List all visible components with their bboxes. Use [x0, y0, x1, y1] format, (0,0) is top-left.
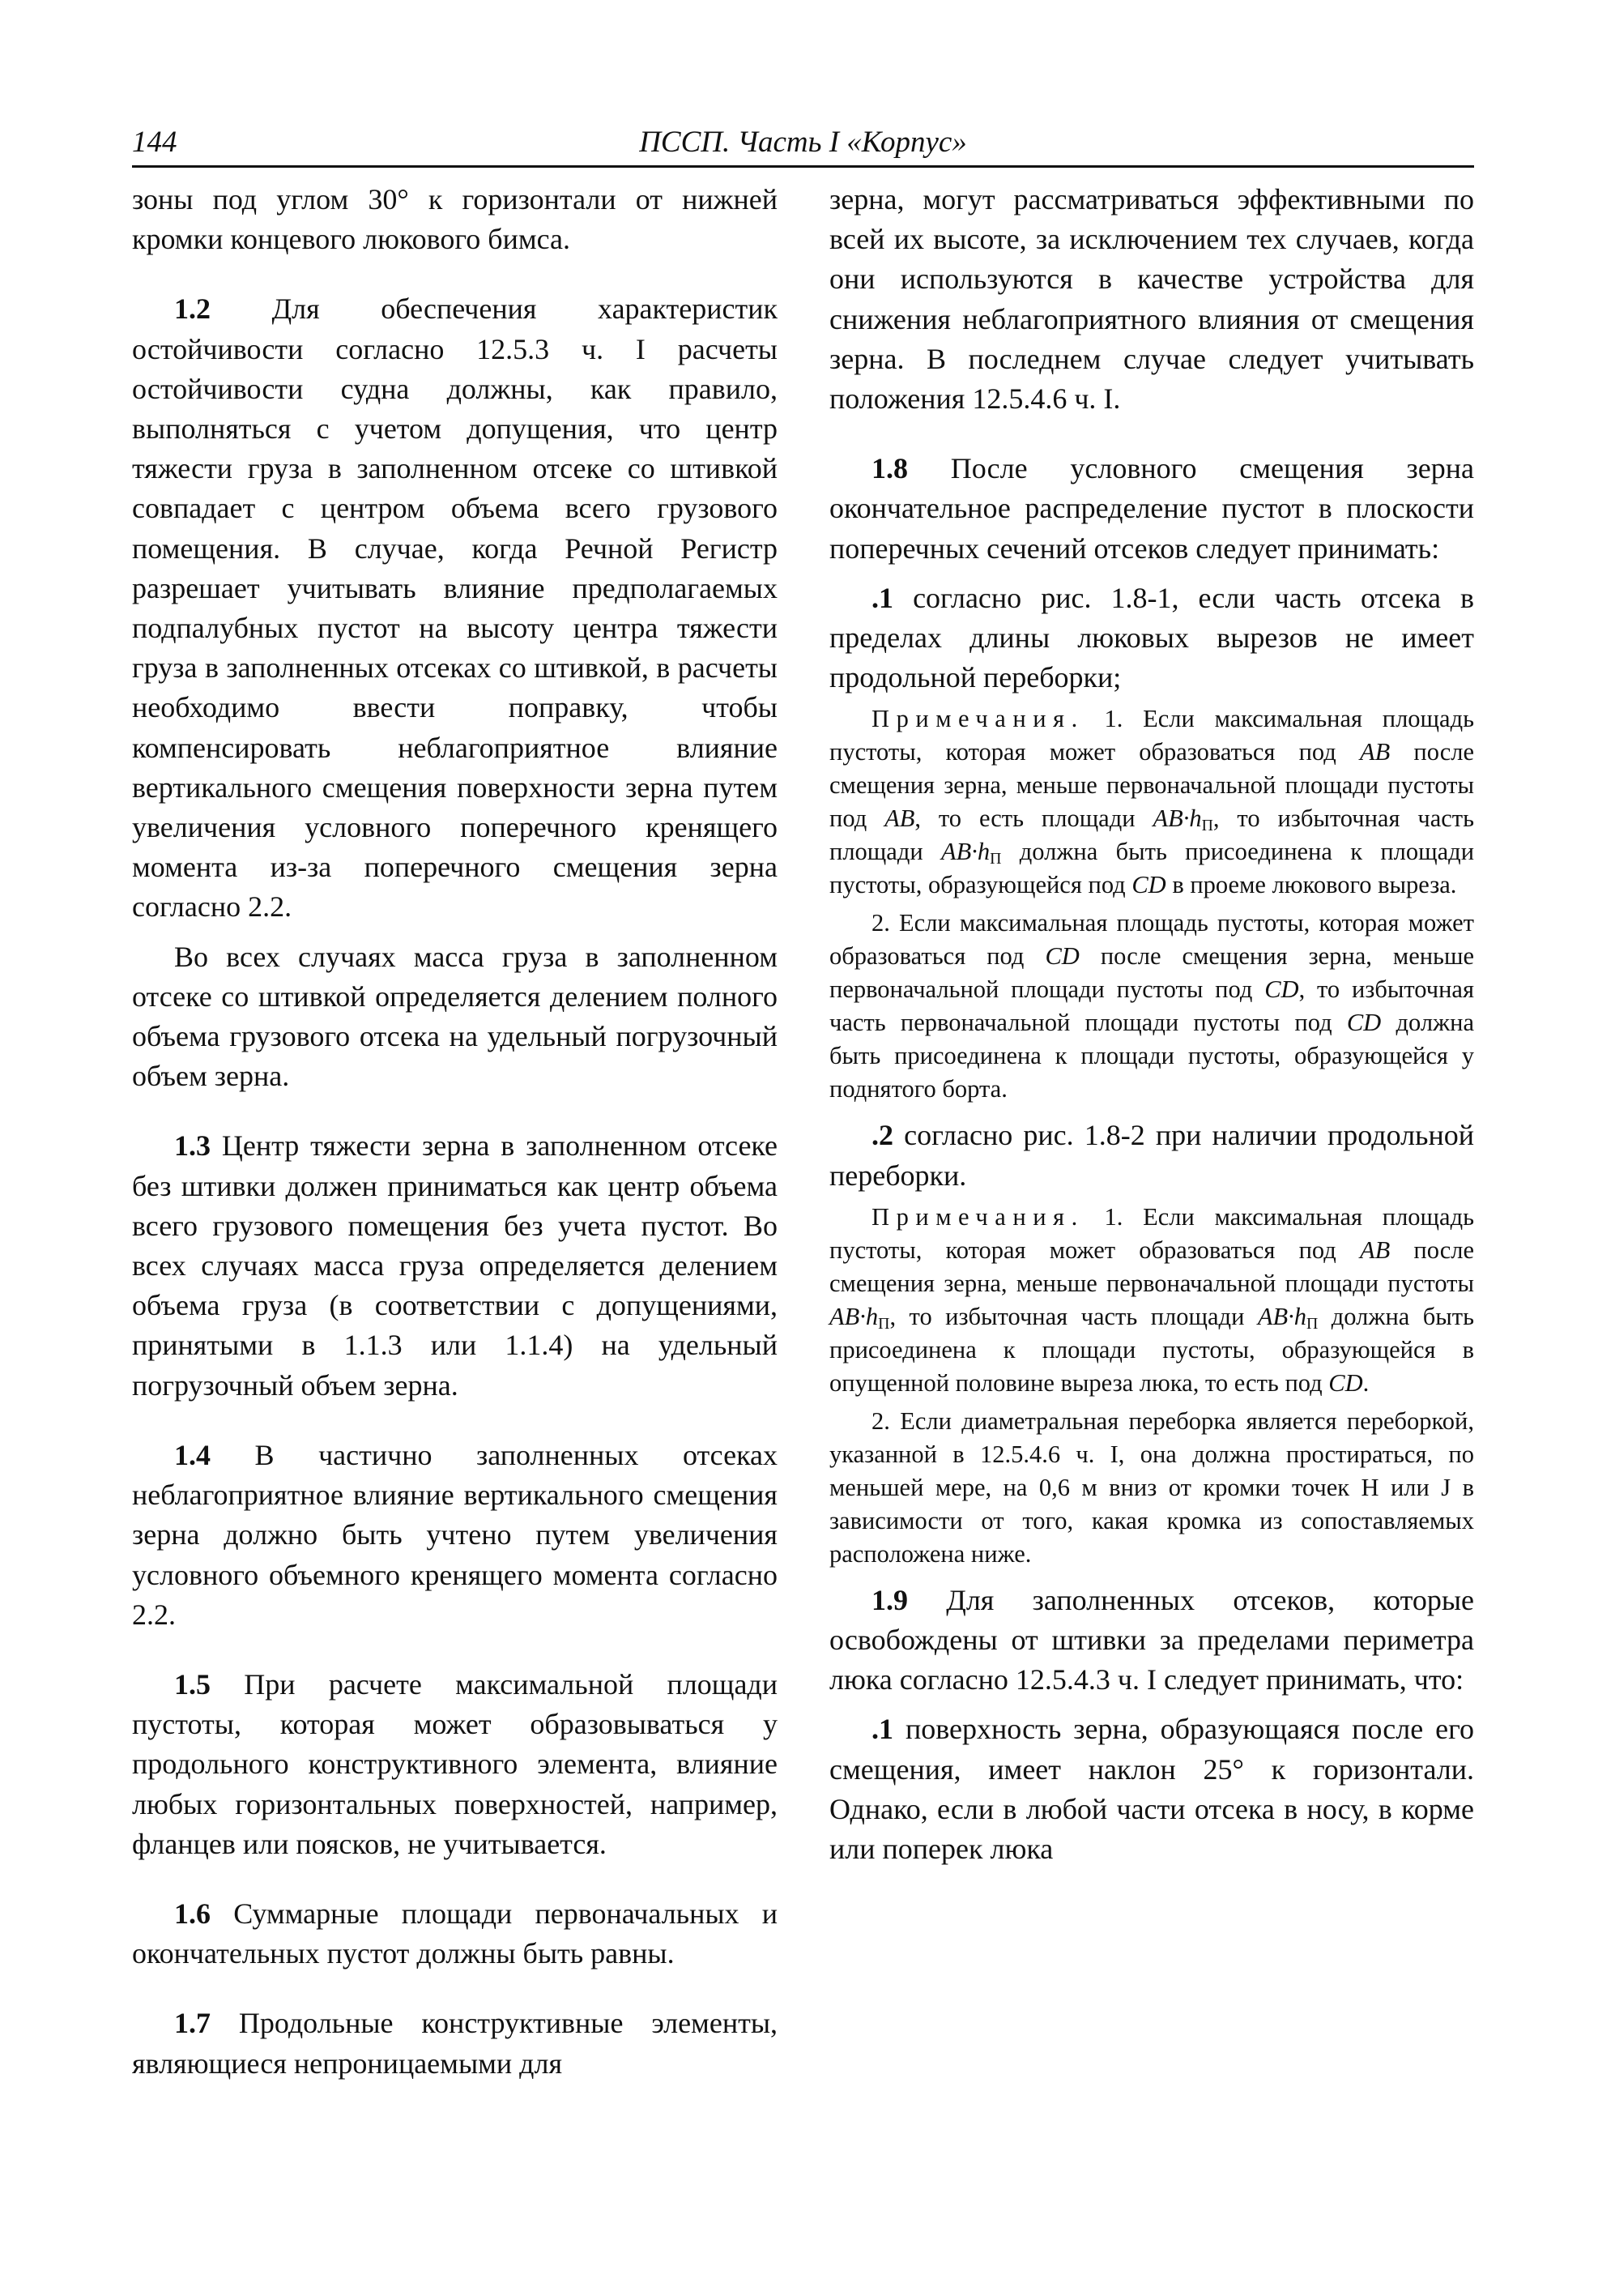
subitem-1-8-1	[829, 578, 1474, 698]
subitem-1-9-1	[829, 1709, 1474, 1869]
left-column	[132, 180, 778, 2084]
paragraph-1-4	[132, 1436, 778, 1635]
clause-text: Продольные конструктивные элементы, являющиеся непроницаемыми для	[132, 2007, 778, 2080]
paragraph-1-9	[829, 1581, 1474, 1701]
note-1-8-2-2: 2. Если диаметральная переборка является переборкой, указанной в 12.5.4.6 ч. I, она должна простираться, по меньшей мере, на 0,6 м вниз от кромки точек H или J в зависимости от того, какая кромка из сопоставляемых расположена ниже.	[829, 1406, 1474, 1568]
clause-number: 1.7	[174, 2007, 211, 2040]
clause-number: 1.2	[174, 292, 211, 326]
clause-number: 1.5	[174, 1667, 211, 1701]
clause-text: Суммарные площади первоначальных и окончательных пустот должны быть равны.	[132, 1897, 778, 1970]
clause-number: 1.6	[174, 1897, 211, 1930]
note-1-8-1-1: Примечания. 1. Если максимальная площадь пустоты, которая может образоваться под AB после смещения зерна, меньше первоначальной площади пустоты под AB, то есть площади $AB\cdot h_П$, то избыточная часть площади $AB\cdot h_П$ должна быть присоединена к площади пустоты, образующейся под CD в проеме люкового выреза.	[829, 705, 1475, 899]
note-label: Примечания.	[871, 705, 1085, 733]
paragraph-1-2-continued: Во всех случаях масса груза в заполненном отсеке со штивкой определяется делением полного объема грузового отсека на удельный погрузочный объем зерна.	[132, 940, 778, 1093]
clause-text: Для обеспечения характеристик остойчивости согласно 12.5.3 ч. I расчеты остойчивости судна должны, как правило, выполняться с учетом допущения, что центр тяжести груза в заполненном отсеке со штивкой совпадает с центром объема всего грузового помещения. В случае, когда Речной Регистр разрешает учитывать влияние предполагаемых подпалубных пустот на высоту центра тяжести груза в заполненных отсеках со штивкой, в расчеты необходимо ввести поправку, чтобы компенсировать неблагоприятное влияние вертикального смещения поверхности зерна путем увеличения условного поперечного кренящего момента из-за поперечного смещения зерна согласно 2.2.	[132, 292, 778, 924]
right-column	[829, 180, 1474, 1869]
running-title: ПССП. Часть I «Корпус»	[639, 126, 967, 159]
subitem-text: поверхность зерна, образующаяся после его смещения, имеет наклон 25° к горизонтали. Однако, если в любой части отсека в носу, в корме или поперек люка	[829, 1713, 1474, 1866]
subitem-text: согласно рис. 1.8-1, если часть отсека в пределах длины люковых вырезов не имеет продольной переборки;	[829, 581, 1475, 694]
clause-text: Для заполненных отсеков, которые освобождены от штивки за пределами периметра люка согласно 12.5.4.3 ч. I следует принимать, что:	[829, 1583, 1475, 1696]
paragraph-1-6	[132, 1894, 778, 1974]
clause-text: После условного смещения зерна окончательное распределение пустот в плоскости поперечных сечений отсеков следует принимать:	[829, 452, 1474, 565]
clause-number: 1.8	[871, 452, 908, 485]
page-number: 144	[132, 126, 177, 159]
paragraph-1-7	[132, 2004, 778, 2083]
paragraph-1-3	[132, 1126, 778, 1405]
subitem-number: .1	[871, 1713, 893, 1746]
subitem-number: .1	[871, 581, 893, 614]
paragraph-1-5	[132, 1665, 778, 1864]
clause-number: 1.9	[871, 1583, 908, 1616]
subitem-text: согласно рис. 1.8-2 при наличии продольной переборки.	[829, 1119, 1475, 1192]
note-1-8-2-1: Примечания. 1. Если максимальная площадь пустоты, которая может образоваться под AB после смещения зерна, меньше первоначальной площади пустоты $AB\cdot h_П$, то избыточная часть площади $AB\cdot h_П$ должна быть присоединена к площади пустоты, образующейся в опущенной половине выреза люка, то есть под CD.	[829, 1202, 1475, 1397]
paragraph-1-2	[132, 289, 778, 927]
paragraph-1-7-continued: зерна, могут рассматриваться эффективными по всей их высоте, за исключением тех случаев, когда они используются в качестве устройства для снижения неблагоприятного влияния от смещения зерна. В последнем случае следует учитывать положения 12.5.4.6 ч. I.	[829, 183, 1474, 416]
clause-text: При расчете максимальной площади пустоты, которая может образовываться у продольного конструктивного элемента, влияние любых горизонтальных поверхностей, например, фланцев или поясков, не учитывается.	[132, 1667, 778, 1860]
page-header	[132, 120, 1474, 168]
clause-text: Центр тяжести зерна в заполненном отсеке без штивки должен приниматься как центр объема всего грузового помещения без учета пустот. Во всех случаях масса груза определяется делением объема груза (в соответствии с допущениями, принятыми в 1.1.3 или 1.1.4) на удельный погрузочный объем зерна.	[132, 1129, 778, 1402]
note-1-8-1-2: 2. Если максимальная площадь пустоты, которая может образоваться под CD после смещения зерна, меньше первоначальной площади пустоты под CD, то избыточная часть первоначальной площади пустоты под CD должна быть присоединена к площади пустоты, образующейся у поднятого борта.	[829, 909, 1474, 1103]
clause-number: 1.4	[174, 1438, 211, 1471]
paragraph-1-8	[829, 449, 1474, 569]
subitem-1-8-2	[829, 1116, 1474, 1195]
paragraph-intro: зоны под углом 30° к горизонтали от нижней кромки концевого люкового бимса.	[132, 183, 778, 256]
note-label: Примечания.	[871, 1202, 1085, 1231]
subitem-number: .2	[871, 1119, 893, 1152]
clause-number: 1.3	[174, 1129, 211, 1163]
clause-text: В частично заполненных отсеках неблагоприятное влияние вертикального смещения зерна должно быть учтено путем увеличения условного объемного кренящего момента согласно 2.2.	[132, 1438, 778, 1631]
